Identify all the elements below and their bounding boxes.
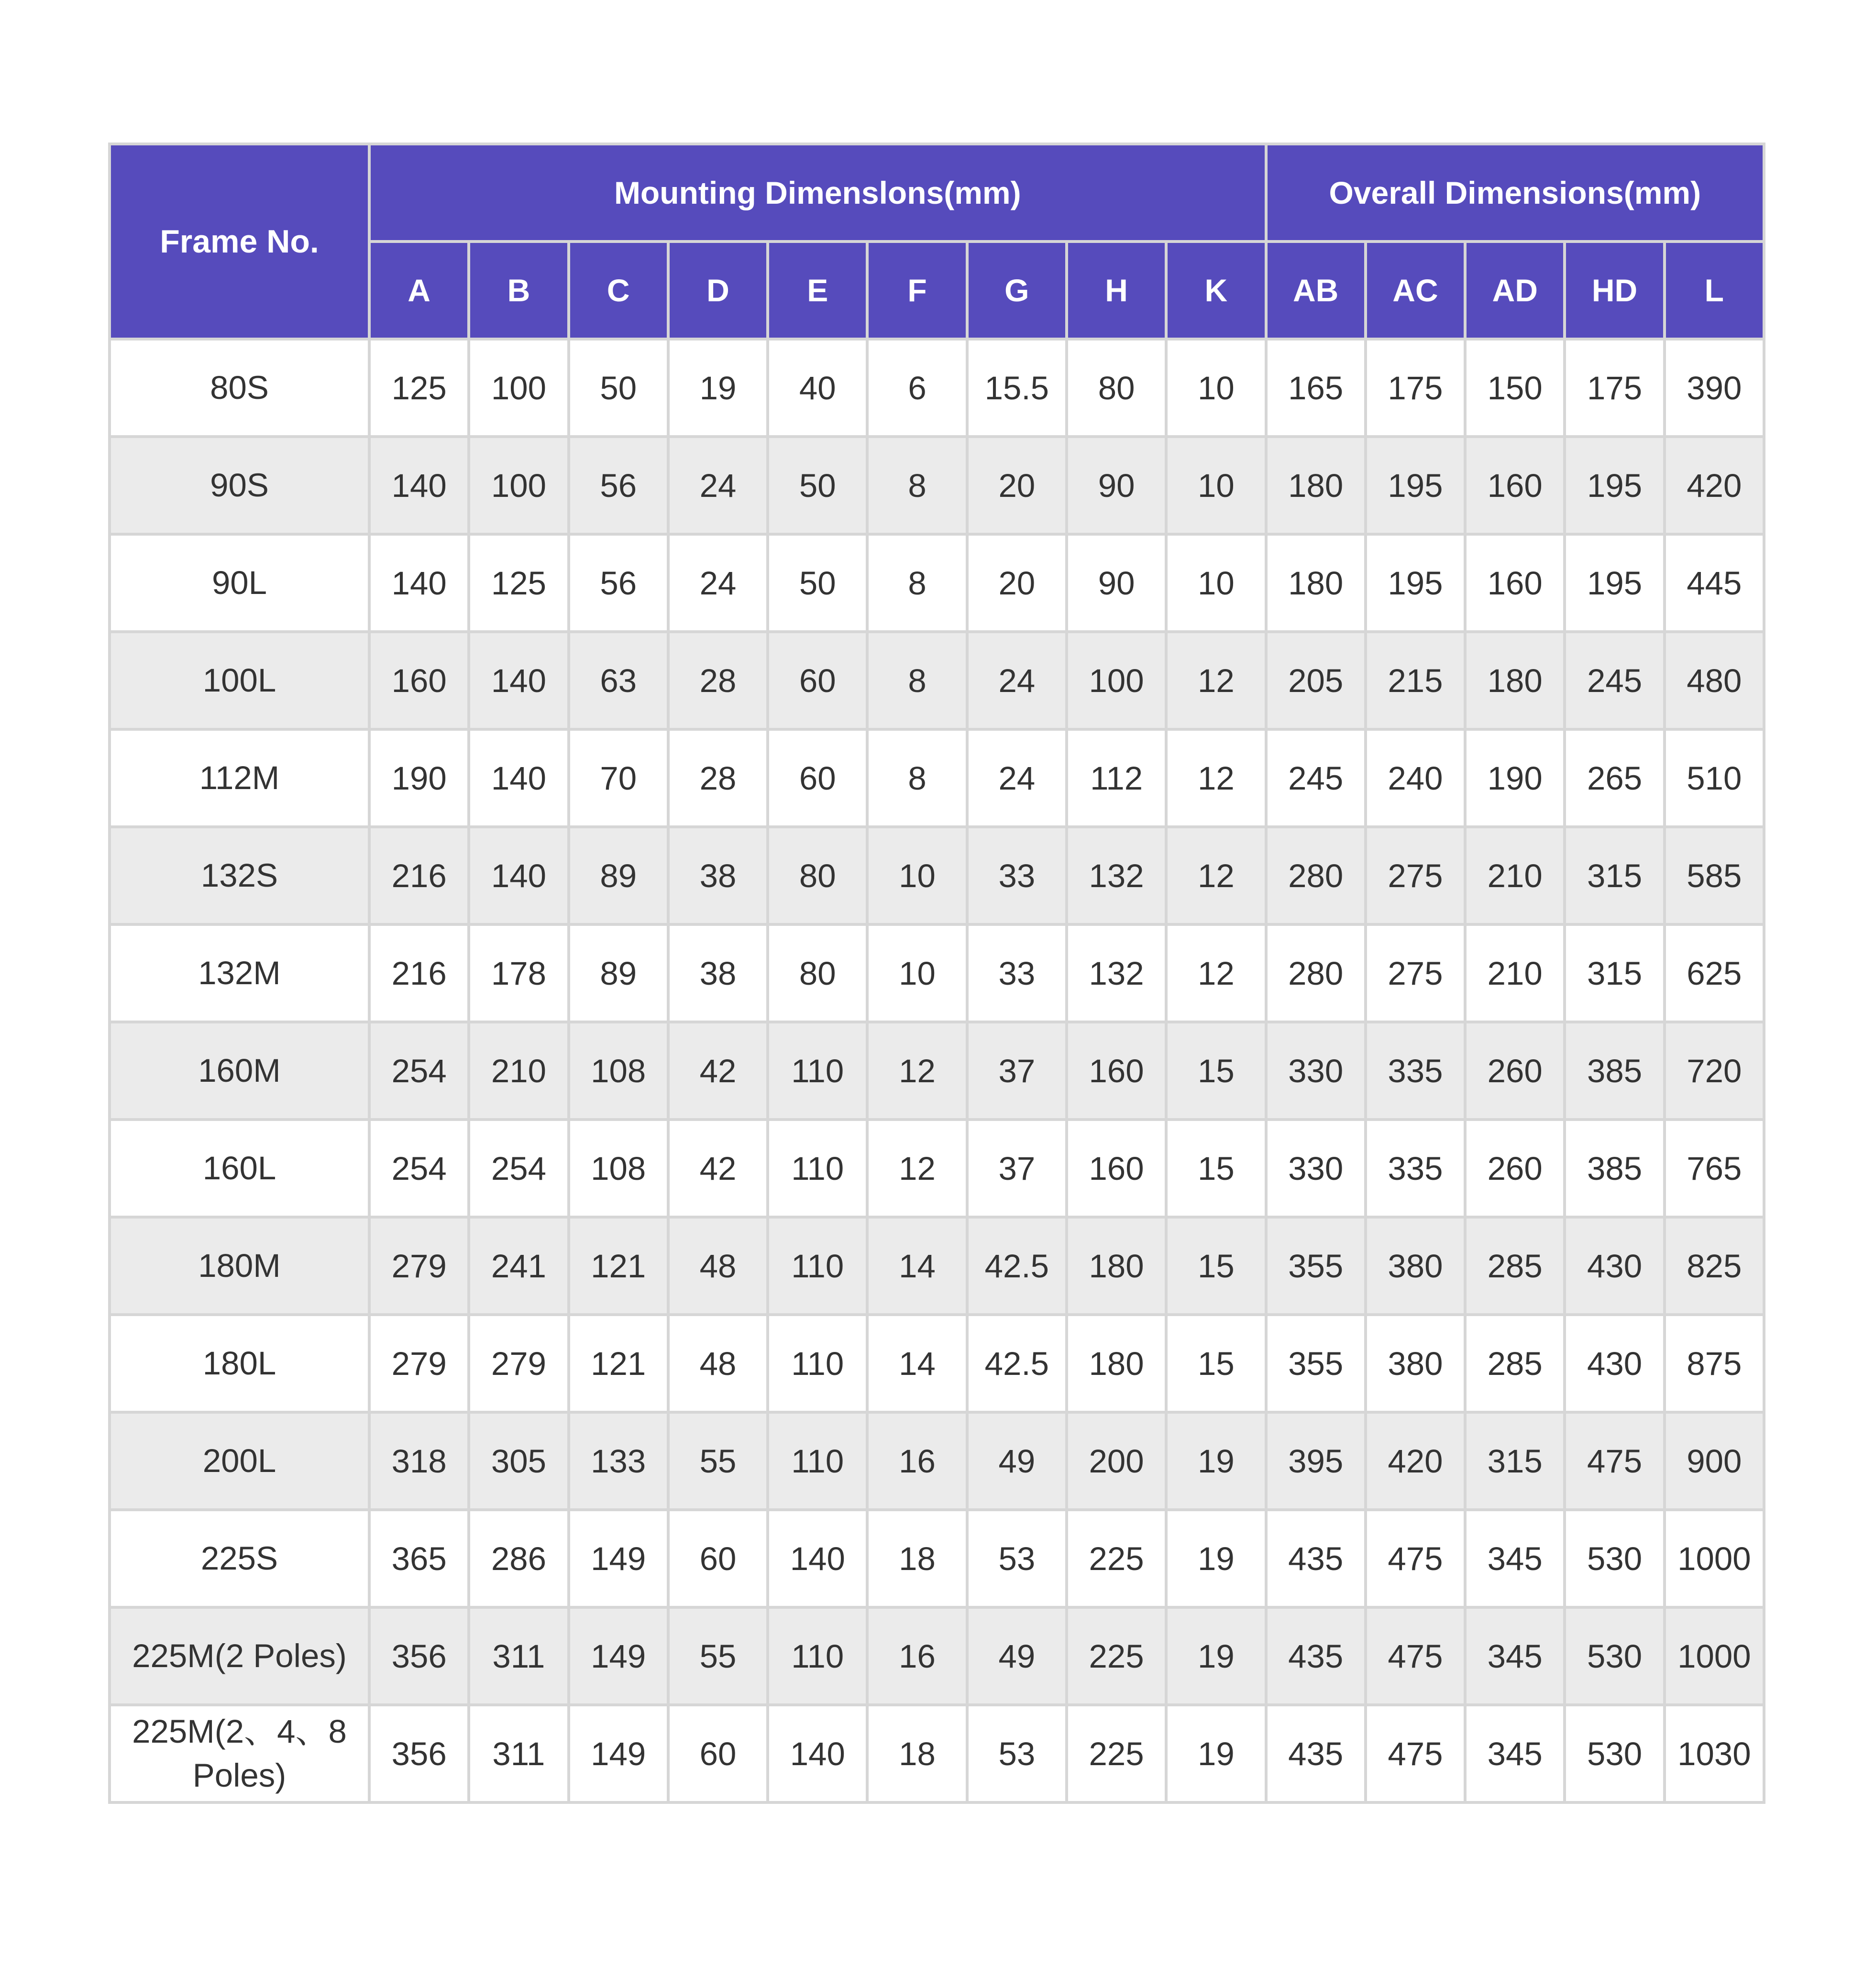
value-cell-a: 216 <box>369 924 469 1022</box>
value-cell-l: 875 <box>1665 1315 1764 1412</box>
value-cell-f: 10 <box>867 827 967 924</box>
value-cell-ad: 315 <box>1465 1412 1565 1510</box>
value-cell-b: 178 <box>469 924 568 1022</box>
value-cell-a: 125 <box>369 339 469 437</box>
value-cell-ac: 475 <box>1366 1705 1465 1802</box>
value-cell-h: 225 <box>1067 1705 1166 1802</box>
column-header-f: F <box>867 242 967 339</box>
value-cell-d: 55 <box>668 1607 768 1705</box>
value-cell-ab: 435 <box>1266 1705 1366 1802</box>
value-cell-b: 100 <box>469 437 568 534</box>
value-cell-k: 15 <box>1166 1315 1266 1412</box>
value-cell-l: 1000 <box>1665 1510 1764 1607</box>
value-cell-g: 20 <box>967 534 1067 632</box>
value-cell-g: 24 <box>967 729 1067 827</box>
value-cell-a: 216 <box>369 827 469 924</box>
value-cell-l: 765 <box>1665 1120 1764 1217</box>
value-cell-l: 900 <box>1665 1412 1764 1510</box>
table-row <box>110 1120 1764 1217</box>
value-cell-g: 49 <box>967 1412 1067 1510</box>
value-cell-hd: 475 <box>1565 1412 1664 1510</box>
value-cell-ab: 355 <box>1266 1315 1366 1412</box>
value-cell-h: 160 <box>1067 1120 1166 1217</box>
value-cell-e: 50 <box>768 437 867 534</box>
value-cell-ac: 195 <box>1366 534 1465 632</box>
table-header <box>110 144 1764 339</box>
value-cell-ad: 285 <box>1465 1315 1565 1412</box>
value-cell-ab: 205 <box>1266 632 1366 729</box>
value-cell-ac: 380 <box>1366 1217 1465 1315</box>
table-row <box>110 632 1764 729</box>
frame-cell: 112M <box>110 729 369 827</box>
value-cell-h: 132 <box>1067 827 1166 924</box>
frame-no-header: Frame No. <box>110 144 369 339</box>
value-cell-d: 48 <box>668 1217 768 1315</box>
value-cell-k: 15 <box>1166 1120 1266 1217</box>
value-cell-k: 19 <box>1166 1705 1266 1802</box>
value-cell-h: 180 <box>1067 1217 1166 1315</box>
value-cell-ac: 420 <box>1366 1412 1465 1510</box>
value-cell-ab: 280 <box>1266 924 1366 1022</box>
value-cell-g: 24 <box>967 632 1067 729</box>
value-cell-b: 311 <box>469 1705 568 1802</box>
value-cell-h: 112 <box>1067 729 1166 827</box>
value-cell-ac: 240 <box>1366 729 1465 827</box>
column-header-l: L <box>1665 242 1764 339</box>
table-row <box>110 1217 1764 1315</box>
value-cell-k: 10 <box>1166 437 1266 534</box>
value-cell-ac: 335 <box>1366 1022 1465 1120</box>
value-cell-a: 140 <box>369 437 469 534</box>
value-cell-g: 49 <box>967 1607 1067 1705</box>
column-header-ab: AB <box>1266 242 1366 339</box>
value-cell-a: 318 <box>369 1412 469 1510</box>
value-cell-b: 100 <box>469 339 568 437</box>
column-header-e: E <box>768 242 867 339</box>
value-cell-h: 90 <box>1067 534 1166 632</box>
value-cell-k: 19 <box>1166 1510 1266 1607</box>
value-cell-ac: 335 <box>1366 1120 1465 1217</box>
value-cell-d: 38 <box>668 827 768 924</box>
value-cell-a: 254 <box>369 1022 469 1120</box>
table-row <box>110 1510 1764 1607</box>
frame-cell: 200L <box>110 1412 369 1510</box>
value-cell-e: 60 <box>768 632 867 729</box>
table-row <box>110 827 1764 924</box>
value-cell-ac: 215 <box>1366 632 1465 729</box>
column-header-c: C <box>569 242 668 339</box>
frame-cell: 225M(2、4、8 Poles) <box>110 1705 369 1802</box>
value-cell-h: 225 <box>1067 1510 1166 1607</box>
value-cell-k: 15 <box>1166 1022 1266 1120</box>
value-cell-ad: 160 <box>1465 534 1565 632</box>
value-cell-c: 56 <box>569 437 668 534</box>
value-cell-c: 89 <box>569 827 668 924</box>
value-cell-f: 12 <box>867 1022 967 1120</box>
value-cell-f: 18 <box>867 1705 967 1802</box>
value-cell-c: 108 <box>569 1120 668 1217</box>
value-cell-b: 125 <box>469 534 568 632</box>
value-cell-l: 480 <box>1665 632 1764 729</box>
value-cell-c: 56 <box>569 534 668 632</box>
value-cell-ad: 160 <box>1465 437 1565 534</box>
value-cell-d: 38 <box>668 924 768 1022</box>
value-cell-a: 254 <box>369 1120 469 1217</box>
overall-dimensions-header: Overall Dimensions(mm) <box>1266 144 1764 242</box>
value-cell-ad: 260 <box>1465 1022 1565 1120</box>
value-cell-k: 19 <box>1166 1412 1266 1510</box>
value-cell-ab: 435 <box>1266 1607 1366 1705</box>
value-cell-e: 110 <box>768 1120 867 1217</box>
value-cell-d: 42 <box>668 1022 768 1120</box>
value-cell-h: 160 <box>1067 1022 1166 1120</box>
value-cell-b: 140 <box>469 827 568 924</box>
value-cell-a: 160 <box>369 632 469 729</box>
value-cell-hd: 430 <box>1565 1217 1664 1315</box>
value-cell-l: 390 <box>1665 339 1764 437</box>
table-row <box>110 924 1764 1022</box>
value-cell-ad: 345 <box>1465 1607 1565 1705</box>
value-cell-c: 121 <box>569 1217 668 1315</box>
value-cell-d: 19 <box>668 339 768 437</box>
value-cell-ad: 210 <box>1465 827 1565 924</box>
value-cell-k: 12 <box>1166 924 1266 1022</box>
value-cell-hd: 530 <box>1565 1510 1664 1607</box>
value-cell-c: 133 <box>569 1412 668 1510</box>
value-cell-hd: 195 <box>1565 437 1664 534</box>
column-header-g: G <box>967 242 1067 339</box>
column-header-hd: HD <box>1565 242 1664 339</box>
value-cell-ad: 345 <box>1465 1705 1565 1802</box>
value-cell-hd: 385 <box>1565 1120 1664 1217</box>
value-cell-e: 50 <box>768 534 867 632</box>
value-cell-a: 356 <box>369 1705 469 1802</box>
value-cell-f: 8 <box>867 534 967 632</box>
dimensions-table <box>108 143 1765 1804</box>
value-cell-b: 140 <box>469 632 568 729</box>
value-cell-d: 28 <box>668 632 768 729</box>
value-cell-ab: 180 <box>1266 437 1366 534</box>
value-cell-l: 420 <box>1665 437 1764 534</box>
value-cell-hd: 195 <box>1565 534 1664 632</box>
value-cell-e: 110 <box>768 1607 867 1705</box>
value-cell-a: 365 <box>369 1510 469 1607</box>
value-cell-l: 510 <box>1665 729 1764 827</box>
value-cell-c: 108 <box>569 1022 668 1120</box>
table-row <box>110 1315 1764 1412</box>
value-cell-hd: 430 <box>1565 1315 1664 1412</box>
value-cell-k: 15 <box>1166 1217 1266 1315</box>
value-cell-e: 60 <box>768 729 867 827</box>
frame-cell: 225M(2 Poles) <box>110 1607 369 1705</box>
value-cell-a: 190 <box>369 729 469 827</box>
value-cell-hd: 315 <box>1565 924 1664 1022</box>
value-cell-f: 14 <box>867 1217 967 1315</box>
column-header-h: H <box>1067 242 1166 339</box>
value-cell-ad: 260 <box>1465 1120 1565 1217</box>
value-cell-ac: 275 <box>1366 924 1465 1022</box>
column-header-b: B <box>469 242 568 339</box>
table-row <box>110 1607 1764 1705</box>
value-cell-b: 254 <box>469 1120 568 1217</box>
value-cell-hd: 530 <box>1565 1607 1664 1705</box>
value-cell-k: 10 <box>1166 534 1266 632</box>
value-cell-ab: 245 <box>1266 729 1366 827</box>
column-header-ad: AD <box>1465 242 1565 339</box>
value-cell-g: 33 <box>967 924 1067 1022</box>
value-cell-g: 37 <box>967 1120 1067 1217</box>
value-cell-ab: 355 <box>1266 1217 1366 1315</box>
value-cell-c: 70 <box>569 729 668 827</box>
value-cell-f: 8 <box>867 632 967 729</box>
frame-cell: 160L <box>110 1120 369 1217</box>
value-cell-ab: 280 <box>1266 827 1366 924</box>
frame-cell: 225S <box>110 1510 369 1607</box>
value-cell-b: 311 <box>469 1607 568 1705</box>
value-cell-ab: 435 <box>1266 1510 1366 1607</box>
value-cell-ad: 210 <box>1465 924 1565 1022</box>
frame-cell: 132S <box>110 827 369 924</box>
value-cell-k: 12 <box>1166 632 1266 729</box>
value-cell-a: 279 <box>369 1315 469 1412</box>
value-cell-ac: 275 <box>1366 827 1465 924</box>
value-cell-ad: 150 <box>1465 339 1565 437</box>
value-cell-k: 10 <box>1166 339 1266 437</box>
value-cell-ab: 330 <box>1266 1120 1366 1217</box>
value-cell-h: 200 <box>1067 1412 1166 1510</box>
value-cell-g: 42.5 <box>967 1217 1067 1315</box>
value-cell-h: 225 <box>1067 1607 1166 1705</box>
value-cell-e: 80 <box>768 924 867 1022</box>
value-cell-f: 12 <box>867 1120 967 1217</box>
value-cell-l: 720 <box>1665 1022 1764 1120</box>
value-cell-ac: 195 <box>1366 437 1465 534</box>
header-row-groups <box>110 144 1764 242</box>
value-cell-g: 37 <box>967 1022 1067 1120</box>
value-cell-g: 53 <box>967 1510 1067 1607</box>
value-cell-a: 356 <box>369 1607 469 1705</box>
table-row <box>110 1022 1764 1120</box>
value-cell-b: 279 <box>469 1315 568 1412</box>
column-header-k: K <box>1166 242 1266 339</box>
value-cell-c: 149 <box>569 1607 668 1705</box>
value-cell-c: 63 <box>569 632 668 729</box>
value-cell-d: 42 <box>668 1120 768 1217</box>
mounting-dimensions-header: Mounting Dimenslons(mm) <box>369 144 1266 242</box>
value-cell-ad: 345 <box>1465 1510 1565 1607</box>
value-cell-e: 110 <box>768 1315 867 1412</box>
value-cell-l: 585 <box>1665 827 1764 924</box>
value-cell-b: 286 <box>469 1510 568 1607</box>
value-cell-ab: 330 <box>1266 1022 1366 1120</box>
value-cell-hd: 385 <box>1565 1022 1664 1120</box>
value-cell-ac: 175 <box>1366 339 1465 437</box>
value-cell-f: 18 <box>867 1510 967 1607</box>
value-cell-e: 110 <box>768 1217 867 1315</box>
value-cell-k: 19 <box>1166 1607 1266 1705</box>
value-cell-d: 24 <box>668 437 768 534</box>
column-header-d: D <box>668 242 768 339</box>
value-cell-e: 110 <box>768 1412 867 1510</box>
value-cell-g: 33 <box>967 827 1067 924</box>
column-header-a: A <box>369 242 469 339</box>
frame-cell: 90S <box>110 437 369 534</box>
table-row <box>110 1705 1764 1802</box>
value-cell-h: 80 <box>1067 339 1166 437</box>
table-row <box>110 437 1764 534</box>
value-cell-c: 50 <box>569 339 668 437</box>
value-cell-e: 140 <box>768 1705 867 1802</box>
table-row <box>110 729 1764 827</box>
value-cell-c: 121 <box>569 1315 668 1412</box>
value-cell-g: 20 <box>967 437 1067 534</box>
value-cell-k: 12 <box>1166 729 1266 827</box>
table-row <box>110 1412 1764 1510</box>
value-cell-ad: 180 <box>1465 632 1565 729</box>
value-cell-g: 15.5 <box>967 339 1067 437</box>
value-cell-ac: 475 <box>1366 1607 1465 1705</box>
value-cell-e: 80 <box>768 827 867 924</box>
value-cell-f: 8 <box>867 437 967 534</box>
value-cell-ab: 180 <box>1266 534 1366 632</box>
frame-cell: 100L <box>110 632 369 729</box>
value-cell-ac: 475 <box>1366 1510 1465 1607</box>
value-cell-hd: 245 <box>1565 632 1664 729</box>
value-cell-l: 1030 <box>1665 1705 1764 1802</box>
value-cell-f: 8 <box>867 729 967 827</box>
value-cell-h: 180 <box>1067 1315 1166 1412</box>
value-cell-c: 89 <box>569 924 668 1022</box>
frame-cell: 80S <box>110 339 369 437</box>
value-cell-l: 445 <box>1665 534 1764 632</box>
value-cell-f: 10 <box>867 924 967 1022</box>
value-cell-c: 149 <box>569 1705 668 1802</box>
frame-cell: 180M <box>110 1217 369 1315</box>
frame-cell: 132M <box>110 924 369 1022</box>
value-cell-f: 16 <box>867 1607 967 1705</box>
value-cell-f: 14 <box>867 1315 967 1412</box>
value-cell-a: 279 <box>369 1217 469 1315</box>
value-cell-a: 140 <box>369 534 469 632</box>
value-cell-e: 140 <box>768 1510 867 1607</box>
value-cell-b: 241 <box>469 1217 568 1315</box>
value-cell-b: 210 <box>469 1022 568 1120</box>
value-cell-h: 132 <box>1067 924 1166 1022</box>
frame-cell: 90L <box>110 534 369 632</box>
table-body <box>110 339 1764 1802</box>
column-header-ac: AC <box>1366 242 1465 339</box>
value-cell-d: 48 <box>668 1315 768 1412</box>
value-cell-ac: 380 <box>1366 1315 1465 1412</box>
frame-cell: 160M <box>110 1022 369 1120</box>
value-cell-k: 12 <box>1166 827 1266 924</box>
value-cell-d: 55 <box>668 1412 768 1510</box>
value-cell-ab: 165 <box>1266 339 1366 437</box>
value-cell-ab: 395 <box>1266 1412 1366 1510</box>
value-cell-ad: 190 <box>1465 729 1565 827</box>
value-cell-l: 1000 <box>1665 1607 1764 1705</box>
value-cell-d: 28 <box>668 729 768 827</box>
value-cell-hd: 175 <box>1565 339 1664 437</box>
value-cell-d: 60 <box>668 1510 768 1607</box>
value-cell-h: 100 <box>1067 632 1166 729</box>
value-cell-f: 6 <box>867 339 967 437</box>
value-cell-l: 825 <box>1665 1217 1764 1315</box>
value-cell-h: 90 <box>1067 437 1166 534</box>
value-cell-f: 16 <box>867 1412 967 1510</box>
value-cell-d: 24 <box>668 534 768 632</box>
value-cell-e: 110 <box>768 1022 867 1120</box>
frame-cell: 180L <box>110 1315 369 1412</box>
value-cell-hd: 265 <box>1565 729 1664 827</box>
value-cell-c: 149 <box>569 1510 668 1607</box>
table-row <box>110 534 1764 632</box>
value-cell-b: 305 <box>469 1412 568 1510</box>
value-cell-g: 53 <box>967 1705 1067 1802</box>
value-cell-hd: 315 <box>1565 827 1664 924</box>
value-cell-hd: 530 <box>1565 1705 1664 1802</box>
table-row <box>110 339 1764 437</box>
value-cell-d: 60 <box>668 1705 768 1802</box>
value-cell-b: 140 <box>469 729 568 827</box>
value-cell-g: 42.5 <box>967 1315 1067 1412</box>
value-cell-ad: 285 <box>1465 1217 1565 1315</box>
value-cell-l: 625 <box>1665 924 1764 1022</box>
value-cell-e: 40 <box>768 339 867 437</box>
